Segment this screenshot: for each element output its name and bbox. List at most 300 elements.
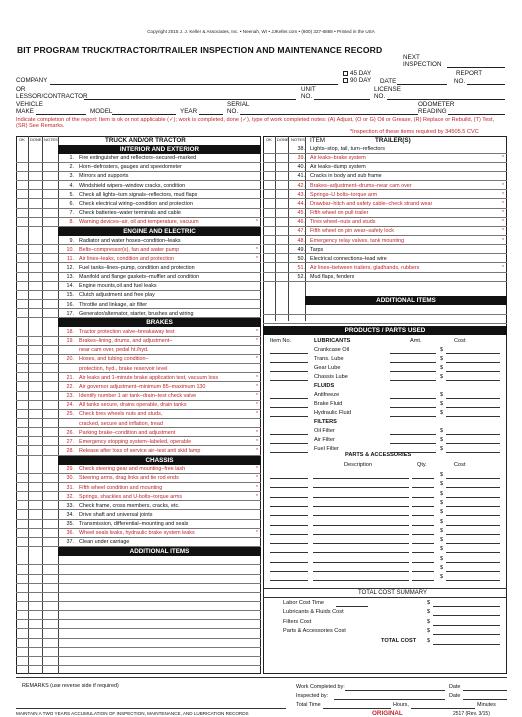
trailer-row[interactable] bbox=[263, 145, 507, 154]
dollar-sign: $ bbox=[440, 356, 444, 362]
section-heading: BRAKES bbox=[58, 318, 261, 327]
checklist-row[interactable] bbox=[16, 538, 261, 547]
unit-no-field[interactable] bbox=[314, 99, 370, 100]
amount-field[interactable] bbox=[390, 407, 436, 408]
form-number: 2517 (Rev. 3/15) bbox=[453, 711, 490, 717]
checklist-row[interactable] bbox=[16, 163, 261, 172]
hours-field[interactable] bbox=[323, 708, 391, 709]
checklist-row[interactable] bbox=[16, 474, 261, 483]
item-number: 34. bbox=[66, 512, 74, 518]
item-text: Tarps bbox=[310, 246, 324, 253]
required-star: * bbox=[502, 182, 504, 189]
item-number: 46. bbox=[297, 219, 305, 226]
item-no-field[interactable] bbox=[270, 452, 308, 453]
item-number: 26. bbox=[66, 429, 74, 436]
work-completed-label: Work Completed by: bbox=[296, 684, 345, 690]
trailer-row[interactable] bbox=[263, 245, 507, 254]
item-text: Air leaks and 1-minute brake application test, vacuum loss bbox=[79, 374, 219, 381]
checklist-row[interactable] bbox=[16, 218, 261, 227]
checklist-row[interactable] bbox=[16, 446, 261, 455]
trailer-row[interactable] bbox=[263, 227, 507, 236]
cost-field[interactable] bbox=[446, 407, 500, 408]
acc-cost-field[interactable] bbox=[446, 580, 500, 581]
cost-field[interactable] bbox=[446, 362, 500, 363]
done-head: DONE bbox=[30, 137, 42, 142]
acc-description-field[interactable] bbox=[313, 571, 409, 572]
checklist-row[interactable] bbox=[16, 382, 261, 391]
make-field[interactable] bbox=[36, 114, 86, 115]
item-number: 29. bbox=[66, 466, 74, 473]
serial-no-field[interactable] bbox=[240, 114, 418, 115]
checklist-row[interactable] bbox=[16, 328, 261, 337]
acc-cost-field[interactable] bbox=[446, 478, 500, 479]
checklist-row[interactable] bbox=[16, 172, 261, 181]
checklist-row[interactable] bbox=[16, 236, 261, 245]
trailer-row[interactable] bbox=[263, 190, 507, 199]
checklist-row[interactable] bbox=[16, 346, 261, 355]
required-star: * bbox=[256, 383, 258, 390]
trailer-row[interactable] bbox=[263, 218, 507, 227]
acc-cost-field[interactable] bbox=[446, 506, 500, 507]
or-label: OR bbox=[16, 86, 26, 93]
item-text: Check electrical wiring–condition and protection bbox=[79, 200, 193, 207]
parts-group-heading: FLUIDS bbox=[314, 383, 335, 389]
required-star: * bbox=[256, 338, 258, 345]
item-text: Horn–defrosters, gauges and speedometer bbox=[79, 164, 182, 171]
license-no-field[interactable] bbox=[387, 99, 505, 100]
acc-qty-field[interactable] bbox=[412, 487, 434, 488]
total-cost-field[interactable] bbox=[433, 644, 500, 645]
acc-cost-field[interactable] bbox=[446, 562, 500, 563]
item-text: Springs, shackles and U-bolts–torque arms bbox=[79, 493, 183, 500]
trailer-row[interactable] bbox=[263, 172, 507, 181]
item-text: Drawbar–hitch and safety cable–check strand wear bbox=[310, 200, 433, 207]
remarks-field[interactable] bbox=[16, 708, 286, 709]
instructions-text: Indicate completion of the report: Item is ok or not applicable (✓); work is completed, done (✓), type of work completed notes: (A) Adjust, (O or G) Oil or Grease, (R) Replace or Rebuild, (T) Test, (SR) See Remarks. bbox=[16, 117, 495, 130]
blank-row[interactable] bbox=[16, 657, 261, 666]
item-number: 37. bbox=[66, 539, 74, 546]
item-number: 41. bbox=[297, 173, 305, 180]
item-number: 3. bbox=[69, 173, 74, 180]
dollar-sign: $ bbox=[440, 574, 444, 581]
vehicle-label: VEHICLE bbox=[16, 101, 43, 108]
cost-field[interactable] bbox=[446, 353, 500, 354]
acc-description-field[interactable] bbox=[313, 515, 409, 516]
item-number: 36. bbox=[66, 530, 74, 537]
acc-cost-field[interactable] bbox=[446, 543, 500, 544]
cost-field[interactable] bbox=[446, 380, 500, 381]
parts-accessories-head: PARTS & ACCESSORIES bbox=[345, 452, 412, 458]
item-number: 43. bbox=[297, 191, 305, 198]
item-text: Check batteries–water terminals and cable bbox=[79, 210, 181, 217]
checklist-row[interactable] bbox=[16, 254, 261, 263]
dollar-sign: $ bbox=[440, 392, 444, 398]
company-label: COMPANY bbox=[16, 77, 48, 84]
checklist-row[interactable] bbox=[16, 483, 261, 492]
blank-row[interactable] bbox=[16, 620, 261, 629]
summary-cost-field[interactable] bbox=[433, 606, 500, 607]
acc-description-field[interactable] bbox=[313, 487, 409, 488]
item-text: Tires wheel–nuts and studs bbox=[310, 219, 376, 226]
item-no-field[interactable] bbox=[270, 416, 308, 417]
item-text: Warning devices–air, oil and temperature, vacuum bbox=[79, 219, 199, 226]
item-text: Tractor protection valve–breakaway test bbox=[79, 329, 175, 335]
ok-head: OK bbox=[19, 137, 25, 142]
item-text: cracked, secure and inflation, tread bbox=[79, 420, 163, 427]
item-number: 24. bbox=[66, 402, 74, 409]
acc-qty-field[interactable] bbox=[412, 525, 434, 526]
required-star: * bbox=[256, 447, 258, 454]
qty-head: Qty. bbox=[417, 462, 427, 468]
date-label: DATE bbox=[380, 78, 397, 85]
hours-label: Hours, bbox=[393, 702, 409, 708]
trailer-row[interactable] bbox=[263, 209, 507, 218]
total-summary-head: TOTAL COST SUMMARY bbox=[358, 590, 428, 596]
dollar-sign: $ bbox=[440, 365, 444, 371]
required-star: * bbox=[256, 255, 258, 262]
item-no-field[interactable] bbox=[270, 353, 308, 354]
amount-field[interactable] bbox=[390, 452, 436, 453]
acc-item-no-field[interactable] bbox=[270, 543, 308, 544]
acc-qty-field[interactable] bbox=[412, 543, 434, 544]
acc-description-field[interactable] bbox=[313, 543, 409, 544]
checklist-row[interactable] bbox=[16, 520, 261, 529]
unit-label: UNIT bbox=[301, 86, 316, 93]
item-text: Lights–stop, tail, turn–reflectors bbox=[310, 146, 385, 152]
cost-field[interactable] bbox=[446, 452, 500, 453]
part-name: Fuel Filter bbox=[314, 446, 339, 452]
required-star: * bbox=[502, 191, 504, 198]
dollar-sign: $ bbox=[427, 609, 431, 616]
acc-description-field[interactable] bbox=[313, 497, 409, 498]
item-number: 12. bbox=[66, 264, 74, 271]
item-no-field[interactable] bbox=[270, 371, 308, 372]
trailer-row[interactable] bbox=[263, 199, 507, 208]
section-heading: ENGINE AND ELECTRIC bbox=[58, 227, 261, 236]
required-star: * bbox=[256, 484, 258, 491]
required-star: * bbox=[256, 466, 258, 473]
amount-field[interactable] bbox=[390, 371, 436, 372]
date-field[interactable] bbox=[397, 84, 447, 85]
item-no-field[interactable] bbox=[270, 398, 308, 399]
checklist-row[interactable] bbox=[16, 401, 261, 410]
checklist-row[interactable] bbox=[16, 190, 261, 199]
checklist-row[interactable] bbox=[16, 392, 261, 401]
blank-row[interactable] bbox=[16, 639, 261, 648]
amount-field[interactable] bbox=[390, 380, 436, 381]
acc-cost-field[interactable] bbox=[446, 497, 500, 498]
dollar-sign: $ bbox=[440, 446, 444, 452]
item-text: Emergency stopping system–labeled, operable bbox=[79, 438, 192, 445]
checklist-row[interactable] bbox=[16, 428, 261, 437]
summary-cost-field[interactable] bbox=[433, 615, 500, 616]
acc-item-no-field[interactable] bbox=[270, 580, 308, 581]
summary-label: Lubricants & Fluids Cost bbox=[283, 609, 344, 616]
item-text: Air leaks–brake system bbox=[310, 155, 366, 162]
trailer-row[interactable] bbox=[263, 154, 507, 163]
acc-item-no-field[interactable] bbox=[270, 534, 308, 535]
blank-row[interactable] bbox=[16, 611, 261, 620]
item-text: Air leaks–dump system bbox=[310, 164, 366, 171]
checklist-row[interactable] bbox=[16, 263, 261, 272]
checklist-row[interactable] bbox=[16, 492, 261, 501]
checklist-row[interactable] bbox=[16, 282, 261, 291]
item-no-field[interactable] bbox=[270, 362, 308, 363]
acc-qty-field[interactable] bbox=[412, 580, 434, 581]
checklist-row[interactable] bbox=[16, 373, 261, 382]
notes-head: NOTES bbox=[44, 137, 58, 142]
checklist-row[interactable] bbox=[16, 501, 261, 510]
acc-description-field[interactable] bbox=[313, 580, 409, 581]
item-number: 21. bbox=[66, 374, 74, 381]
item-text: Windshield wipers–window cracks, condition bbox=[79, 182, 186, 189]
acc-description-field[interactable] bbox=[313, 534, 409, 535]
part-name: Antifreeze bbox=[314, 392, 340, 398]
blank-row[interactable] bbox=[16, 629, 261, 638]
lessor-field[interactable] bbox=[84, 99, 296, 100]
parts-group-heading: FILTERS bbox=[314, 419, 337, 425]
item-text: Electrical connections–lead wire bbox=[310, 255, 387, 262]
item-text: Drive shaft and universal joints bbox=[79, 512, 153, 518]
amount-field[interactable] bbox=[390, 398, 436, 399]
acc-qty-field[interactable] bbox=[412, 552, 434, 553]
trailer-row[interactable] bbox=[263, 263, 507, 272]
inspected-label: Inspected by: bbox=[296, 693, 329, 699]
acc-item-no-field[interactable] bbox=[270, 506, 308, 507]
year-field[interactable] bbox=[199, 114, 223, 115]
products-heading: PRODUCTS / PARTS USED bbox=[263, 326, 507, 335]
trailer-row[interactable] bbox=[263, 254, 507, 263]
model-field[interactable] bbox=[112, 114, 176, 115]
required-star: * bbox=[256, 475, 258, 482]
trailer-row[interactable] bbox=[263, 273, 507, 282]
item-no-field[interactable] bbox=[270, 380, 308, 381]
item-text: Brakes–adjustment–drums–near cam over bbox=[310, 182, 412, 189]
item-text: Identify number 1 air tank–drain–test check valve bbox=[79, 393, 197, 400]
summary-cost-field[interactable] bbox=[433, 634, 500, 635]
item-text: Emergency relay valves, tank mounting bbox=[310, 237, 405, 244]
item-text: Belts–compressor(s), fan and water pump bbox=[79, 246, 180, 253]
checklist-row[interactable] bbox=[16, 154, 261, 163]
item-text: protection, hyd., brake reservoir level bbox=[79, 365, 168, 372]
amount-field[interactable] bbox=[390, 362, 436, 363]
cost-field[interactable] bbox=[446, 398, 500, 399]
summary-cost-field[interactable] bbox=[433, 625, 500, 626]
acc-qty-field[interactable] bbox=[412, 562, 434, 563]
item-number: 16. bbox=[66, 301, 74, 308]
item-text: Check tires wheels nuts and studs, bbox=[79, 411, 163, 418]
checklist-row[interactable] bbox=[16, 291, 261, 300]
trailer-row[interactable] bbox=[263, 181, 507, 190]
blank-row[interactable] bbox=[16, 556, 261, 565]
dollar-sign: $ bbox=[440, 490, 444, 497]
checklist-row[interactable] bbox=[16, 465, 261, 474]
checklist-row[interactable] bbox=[16, 209, 261, 218]
item-number: 23. bbox=[66, 393, 74, 400]
item-number: 48. bbox=[297, 237, 305, 244]
section-heading: CHASSIS bbox=[58, 456, 261, 465]
work-completed-field[interactable] bbox=[345, 690, 445, 691]
reading-label: READING bbox=[418, 108, 447, 115]
item-number: 1. bbox=[69, 155, 74, 162]
dollar-sign: $ bbox=[440, 428, 444, 434]
dollar-sign: $ bbox=[440, 347, 444, 353]
acc-item-no-field[interactable] bbox=[270, 478, 308, 479]
checklist-row[interactable] bbox=[16, 437, 261, 446]
blank-row[interactable] bbox=[16, 575, 261, 584]
item-no-field[interactable] bbox=[270, 443, 308, 444]
amount-field[interactable] bbox=[390, 443, 436, 444]
acc-item-no-field[interactable] bbox=[270, 552, 308, 553]
odometer-field[interactable] bbox=[448, 114, 505, 115]
required-star: * bbox=[256, 411, 258, 418]
checklist-row[interactable] bbox=[16, 273, 261, 282]
item-text: Check all lights–turn signals–reflectors, mud flaps bbox=[79, 191, 198, 198]
amount-field[interactable] bbox=[390, 434, 436, 435]
item-text: Check frame, cross members, cracks, etc. bbox=[79, 502, 180, 509]
acc-qty-field[interactable] bbox=[412, 478, 434, 479]
acc-qty-field[interactable] bbox=[412, 534, 434, 535]
dollar-sign: $ bbox=[440, 555, 444, 562]
acc-qty-field[interactable] bbox=[412, 506, 434, 507]
total-time-label: Total Time bbox=[296, 702, 321, 708]
checklist-row[interactable] bbox=[16, 337, 261, 346]
item-no-field[interactable] bbox=[270, 407, 308, 408]
serial-label: SERIAL bbox=[227, 101, 250, 108]
cost-field[interactable] bbox=[446, 416, 500, 417]
blank-row[interactable] bbox=[16, 602, 261, 611]
day90-checkbox[interactable] bbox=[343, 78, 348, 83]
odometer-label: ODOMETER bbox=[418, 101, 455, 108]
cost-field[interactable] bbox=[446, 371, 500, 372]
acc-item-no-field[interactable] bbox=[270, 562, 308, 563]
acc-cost-field[interactable] bbox=[446, 534, 500, 535]
acc-qty-field[interactable] bbox=[412, 497, 434, 498]
company-field[interactable] bbox=[50, 84, 338, 85]
blank-row[interactable] bbox=[16, 593, 261, 602]
amt-head: Amt. bbox=[410, 338, 422, 344]
required-star: * bbox=[256, 530, 258, 537]
item-number: 18. bbox=[66, 329, 74, 335]
summary-top-rule bbox=[263, 588, 507, 589]
item-text: Cracks in body and sub frame bbox=[310, 173, 382, 180]
required-star: * bbox=[256, 493, 258, 500]
amount-field[interactable] bbox=[390, 353, 436, 354]
acc-item-no-field[interactable] bbox=[270, 525, 308, 526]
acc-cost-field[interactable] bbox=[446, 571, 500, 572]
item-text: Fifth wheel on pin wear–safety lock bbox=[310, 228, 394, 235]
acc-description-field[interactable] bbox=[313, 506, 409, 507]
part-name: Oil Filter bbox=[314, 428, 335, 434]
blank-row[interactable] bbox=[16, 648, 261, 657]
acc-item-no-field[interactable] bbox=[270, 497, 308, 498]
item-number: 42. bbox=[297, 182, 305, 189]
acc-qty-field[interactable] bbox=[412, 515, 434, 516]
item-number: 35. bbox=[66, 521, 74, 528]
item-number: 33. bbox=[66, 502, 74, 509]
labor-time-field[interactable] bbox=[336, 606, 368, 607]
acc-description-field[interactable] bbox=[313, 562, 409, 563]
item-number: 10. bbox=[66, 246, 74, 253]
report-no-field[interactable] bbox=[467, 84, 505, 85]
acc-cost-field[interactable] bbox=[446, 487, 500, 488]
report-no-label: NO. bbox=[454, 78, 466, 85]
checklist-row[interactable] bbox=[16, 410, 261, 419]
item-text: Hoses, and tubing condition– bbox=[79, 356, 149, 363]
summary-label: Filters Cost bbox=[283, 618, 312, 625]
trailer-row[interactable] bbox=[263, 163, 507, 172]
part-name: Air Filter bbox=[314, 437, 335, 443]
next-inspection-label: NEXT INSPECTION bbox=[403, 54, 442, 68]
item-number: 7. bbox=[69, 210, 74, 217]
checklist-row[interactable] bbox=[16, 181, 261, 190]
date-field-1[interactable] bbox=[463, 690, 507, 691]
item-number: 27. bbox=[66, 438, 74, 445]
blank-row[interactable] bbox=[16, 584, 261, 593]
checklist-row[interactable] bbox=[16, 419, 261, 428]
item-no-head: Item No. bbox=[270, 338, 292, 344]
cost-field[interactable] bbox=[446, 443, 500, 444]
dollar-sign: $ bbox=[440, 546, 444, 553]
checklist-row[interactable] bbox=[16, 511, 261, 520]
acc-item-no-field[interactable] bbox=[270, 571, 308, 572]
cost-field[interactable] bbox=[446, 434, 500, 435]
acc-item-no-field[interactable] bbox=[270, 487, 308, 488]
dollar-sign: $ bbox=[440, 537, 444, 544]
checklist-row[interactable] bbox=[16, 364, 261, 373]
trailer-row[interactable] bbox=[263, 236, 507, 245]
acc-description-field[interactable] bbox=[313, 552, 409, 553]
required-star: * bbox=[502, 155, 504, 162]
acc-qty-field[interactable] bbox=[412, 571, 434, 572]
minutes-field[interactable] bbox=[411, 708, 475, 709]
acc-description-field[interactable] bbox=[313, 478, 409, 479]
day45-label: 45 DAY bbox=[350, 70, 372, 77]
dollar-sign: $ bbox=[440, 565, 444, 571]
acc-cost-field[interactable] bbox=[446, 552, 500, 553]
checklist-row[interactable] bbox=[16, 309, 261, 318]
blank-row[interactable] bbox=[263, 315, 507, 324]
next-inspection-line[interactable] bbox=[447, 67, 505, 68]
checklist-row[interactable] bbox=[16, 529, 261, 538]
required-star: * bbox=[256, 356, 258, 363]
date-field-2[interactable] bbox=[463, 699, 507, 700]
item-no-field[interactable] bbox=[270, 434, 308, 435]
required-star: * bbox=[256, 393, 258, 400]
acc-cost-field[interactable] bbox=[446, 515, 500, 516]
inspected-field[interactable] bbox=[334, 699, 445, 700]
day90-label: 90 DAY bbox=[350, 77, 372, 84]
part-name: Brake Fluid bbox=[314, 401, 343, 407]
item-text: Steering arms, drag links and tie rod ends bbox=[79, 475, 179, 482]
acc-description-field[interactable] bbox=[313, 525, 409, 526]
acc-cost-field[interactable] bbox=[446, 525, 500, 526]
checklist-row[interactable] bbox=[16, 199, 261, 208]
year-label: YEAR bbox=[180, 108, 198, 115]
amount-field[interactable] bbox=[390, 416, 436, 417]
lessor-label: LESSOR/CONTRACTOR bbox=[16, 93, 88, 100]
checklist-row[interactable] bbox=[16, 355, 261, 364]
day45-checkbox[interactable] bbox=[343, 71, 348, 76]
checklist-row[interactable] bbox=[16, 300, 261, 309]
date-label-2: Date bbox=[449, 693, 461, 699]
checklist-row[interactable] bbox=[16, 245, 261, 254]
dollar-sign: $ bbox=[440, 374, 444, 380]
acc-item-no-field[interactable] bbox=[270, 515, 308, 516]
item-number: 11. bbox=[66, 255, 74, 262]
blank-row[interactable] bbox=[16, 565, 261, 574]
section-heading: INTERIOR AND EXTERIOR bbox=[58, 145, 261, 154]
